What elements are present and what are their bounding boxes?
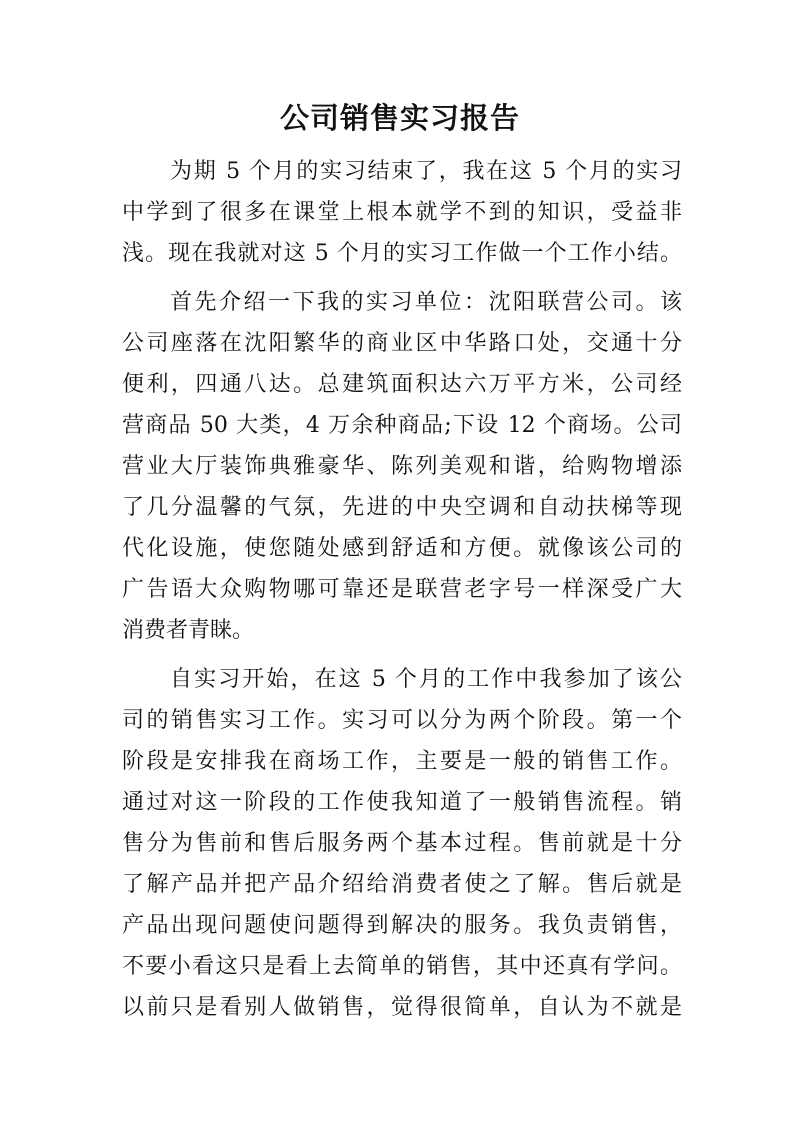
paragraph-3-line-6: 了解产品并把产品介绍给消费者使之了解。售后就是 xyxy=(122,872,682,897)
paragraph-1-line-1: 为期 5 个月的实习结束了，我在这 5 个月的实习 xyxy=(170,159,682,184)
document-title: 公司销售实习报告 xyxy=(279,101,520,135)
paragraph-2-line-8: 广告语大众购物哪可靠还是联营老字号一样深受广大 xyxy=(122,577,682,602)
paragraph-3-line-4: 通过对这一阶段的工作使我知道了一般销售流程。销 xyxy=(122,790,682,815)
paragraph-3-line-8: 不要小看这只是看上去简单的销售，其中还真有学问。 xyxy=(122,954,682,979)
paragraph-2-line-6: 了几分温馨的气氛，先进的中央空调和自动扶梯等现 xyxy=(122,495,682,520)
paragraph-3-line-2: 司的销售实习工作。实习可以分为两个阶段。第一个 xyxy=(122,708,682,733)
paragraph-3-line-1: 自实习开始，在这 5 个月的工作中我参加了该公 xyxy=(170,667,682,692)
paragraph-2-line-1: 首先介绍一下我的实习单位：沈阳联营公司。该 xyxy=(170,290,682,315)
paragraph-3-line-3: 阶段是安排我在商场工作，主要是一般的销售工作。 xyxy=(122,749,682,774)
paragraph-2-line-9: 消费者青睐。 xyxy=(122,618,255,643)
paragraph-2-line-2: 公司座落在沈阳繁华的商业区中华路口处，交通十分 xyxy=(122,331,682,356)
paragraph-2-line-5: 营业大厅装饰典雅豪华、陈列美观和谐，给购物增添 xyxy=(122,454,682,479)
paragraph-1-line-3: 浅。现在我就对这 5 个月的实习工作做一个工作小结。 xyxy=(122,241,682,266)
paragraph-3-line-5: 售分为售前和售后服务两个基本过程。售前就是十分 xyxy=(122,831,682,856)
paragraph-3-line-9: 以前只是看别人做销售，觉得很简单，自认为不就是 xyxy=(122,995,682,1020)
paragraph-1-line-2: 中学到了很多在课堂上根本就学不到的知识，受益非 xyxy=(122,200,682,225)
paragraph-2-line-3: 便利，四通八达。总建筑面积达六万平方米，公司经 xyxy=(122,372,682,397)
paragraph-2-line-7: 代化设施，使您随处感到舒适和方便。就像该公司的 xyxy=(122,536,682,561)
paragraph-2-line-4: 营商品 50 大类，4 万余种商品;下设 12 个商场。公司 xyxy=(122,413,682,438)
paragraph-3-line-7: 产品出现问题使问题得到解决的服务。我负责销售， xyxy=(122,913,682,938)
